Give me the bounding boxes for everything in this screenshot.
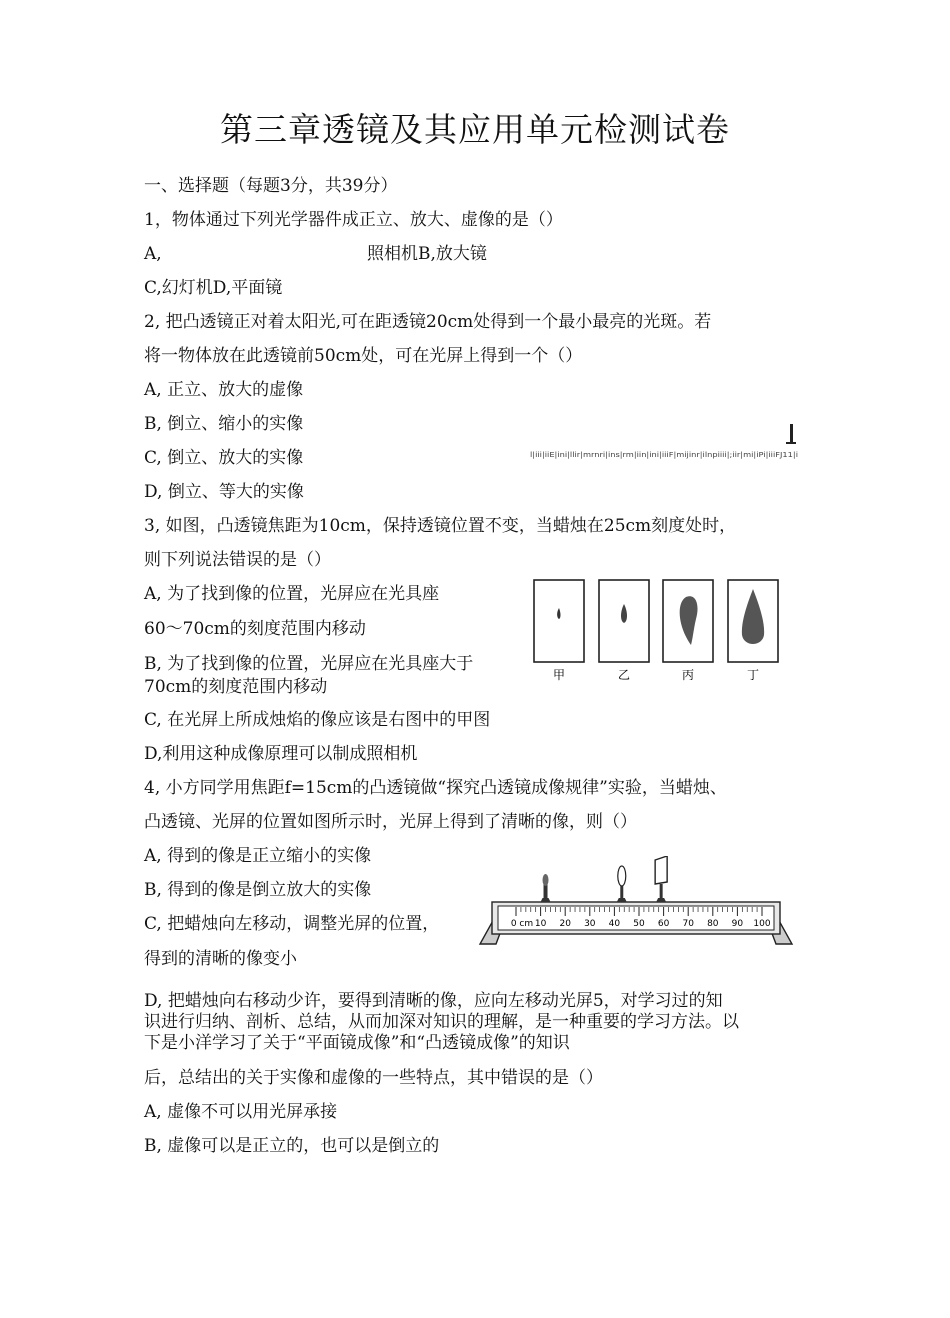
question-3-line-1: 3, 如图，凸透镜焦距为10cm，保持透镜位置不变，当蜡烛在25cm刻度处时， (144, 516, 737, 536)
question-2-option-b: B, 倒立、缩小的实像 (144, 414, 304, 434)
section-heading: 一、选择题（每题3分，共39分） (144, 176, 398, 196)
question-5-option-b: B, 虚像可以是正立的，也可以是倒立的 (144, 1136, 440, 1156)
question-5-line: 后，总结出的关于实像和虚像的一些特点，其中错误的是（） (144, 1068, 603, 1088)
flame-card-bing (663, 580, 713, 682)
bench-tick-label: 100 (753, 919, 771, 929)
question-4-option-c-line-1: C, 把蜡烛向左移动，调整光屏的位置， (144, 914, 440, 934)
candle-flame-icon (543, 874, 549, 886)
bench-tick-label: 50 (633, 919, 645, 929)
lens-icon (618, 866, 626, 886)
flame-images-figure (528, 575, 798, 687)
question-5-option-a: A, 虚像不可以用光屏承接 (144, 1102, 338, 1122)
question-3-option-a-line-2: 60〜70cm的刻度范围内移动 (144, 619, 366, 639)
question-3-option-a-line-1: A, 为了找到像的位置，光屏应在光具座 (144, 584, 440, 604)
question-3-option-b-line-1: B, 为了找到像的位置，光屏应在光具座大于 (144, 654, 474, 674)
flame-card-ding (728, 580, 778, 682)
question-1: 1，物体通过下列光学器件成正立、放大、虚像的是（） (144, 210, 563, 230)
flame-label-yi: 乙 (617, 668, 631, 682)
flame-card-yi (599, 580, 649, 682)
question-4-option-d-line-1: D, 把蜡烛向右移动少许，要得到清晰的像，应向左移动光屏5，对学习过的知 (144, 991, 723, 1011)
bench-tick-label: 80 (707, 919, 719, 929)
question-4-line-2: 凸透镜、光屏的位置如图所示时，光屏上得到了清晰的像，则（） (144, 812, 637, 832)
question-1-option-a: A, (144, 244, 162, 264)
bench-tick-label: 90 (731, 919, 744, 929)
flame-icon (680, 596, 698, 645)
bench-tick-label: 20 (559, 919, 571, 929)
question-1-option-cd: C,幻灯机D,平面镜 (144, 278, 283, 298)
bench-tick-label: 30 (584, 919, 596, 929)
flame-icon (621, 604, 627, 623)
scan-strip-text: l|iii|iiE|ini|llir|mrnri|ins|rm|iin|ini|iiiF|mijinr|ilnpiiii|;iir|mi|iPi|iiiFJ11|i (530, 451, 799, 459)
question-1-option-a-b: 照相机B,放大镜 (367, 244, 487, 264)
question-3-option-d: D,利用这种成像原理可以制成照相机 (144, 744, 418, 764)
question-3-line-2: 则下列说法错误的是（） (144, 550, 331, 570)
bench-tick-label: 60 (657, 919, 670, 929)
light-screen-icon (655, 856, 667, 884)
bench-tick-label: 10 (534, 919, 547, 929)
lens-holder (617, 866, 627, 902)
question-3-option-c: C, 在光屏上所成烛焰的像应该是右图中的甲图 (144, 710, 491, 730)
flame-icon (557, 608, 560, 619)
question-2-option-d: D, 倒立、等大的实像 (144, 482, 304, 502)
flame-label-ding: 丁 (746, 668, 760, 682)
scan-strip-marker (790, 424, 793, 442)
bench-tick-label: 40 (608, 919, 621, 929)
question-4-option-d-line-3: 下是小洋学习了关于“平面镜成像”和“凸透镜成像”的知识 (144, 1033, 570, 1053)
flame-icon (742, 589, 764, 644)
question-4-option-c-line-2: 得到的清晰的像变小 (144, 949, 297, 969)
question-2-option-a: A, 正立、放大的虚像 (144, 380, 304, 400)
bench-tick-label: 0 cm (510, 919, 534, 929)
flame-label-bing: 丙 (681, 668, 695, 682)
question-2-option-c: C, 倒立、放大的实像 (144, 448, 304, 468)
candle-holder (541, 874, 551, 902)
screen-holder (655, 856, 667, 902)
page-title: 第三章透镜及其应用单元检测试卷 (220, 110, 730, 149)
flame-card-jia (534, 580, 584, 682)
scan-strip-figure (528, 420, 808, 464)
optical-bench-figure (476, 856, 796, 956)
flame-label-jia: 甲 (552, 668, 566, 682)
bench-tick-label: 70 (682, 919, 694, 929)
question-4-option-a: A, 得到的像是正立缩小的实像 (144, 846, 372, 866)
question-3-option-b-line-2: 70cm的刻度范围内移动 (144, 677, 328, 697)
question-4-option-d-line-2: 识进行归纳、剖析、总结，从而加深对知识的理解，是一种重要的学习方法。以 (144, 1012, 739, 1032)
question-2-line-1: 2, 把凸透镜正对着太阳光,可在距透镜20cm处得到一个最小最亮的光斑。若 (144, 312, 712, 332)
question-2-line-2: 将一物体放在此透镜前50cm处，可在光屏上得到一个（） (144, 346, 583, 366)
question-4-line-1: 4, 小方同学用焦距f=15cm的凸透镜做“探究凸透镜成像规律”实验，当蜡烛、 (144, 778, 727, 798)
question-4-option-b: B, 得到的像是倒立放大的实像 (144, 880, 372, 900)
